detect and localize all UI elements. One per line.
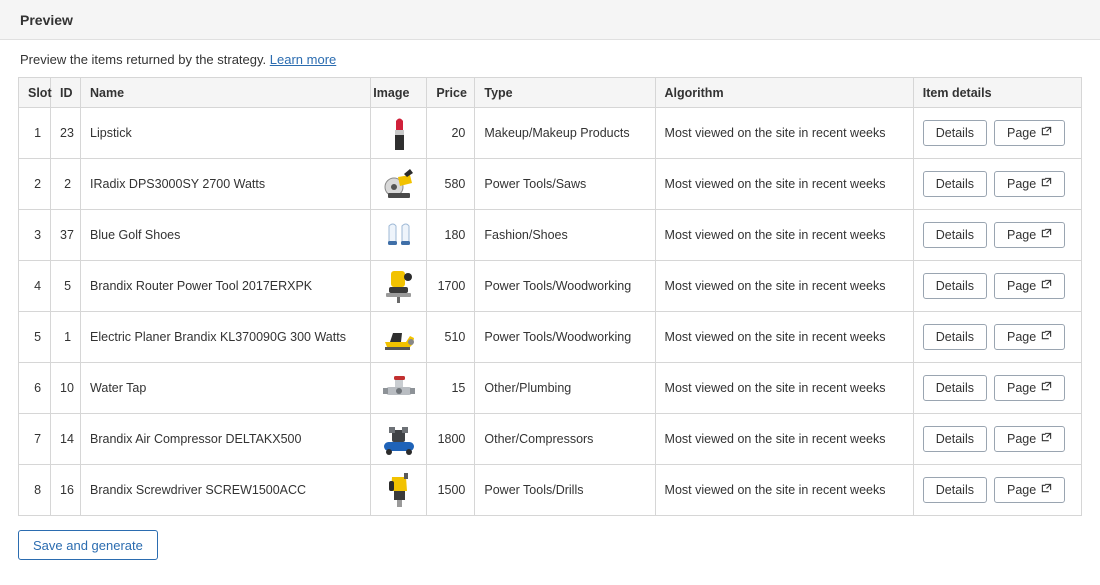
external-link-icon [1041, 432, 1052, 446]
page-button[interactable] [994, 324, 1065, 350]
cell-name: Blue Golf Shoes [81, 210, 371, 261]
column-header-price: Price [427, 78, 475, 108]
page-button[interactable] [994, 477, 1065, 503]
cell-name: Lipstick [81, 108, 371, 159]
item-action-group [923, 171, 1072, 197]
cell-item-details [913, 210, 1081, 261]
item-action-group [923, 426, 1072, 452]
cell-algorithm: Most viewed on the site in recent weeks [655, 312, 913, 363]
cell-image [371, 159, 427, 210]
cell-price: 180 [427, 210, 475, 261]
cell-id: 37 [51, 210, 81, 261]
cell-price: 20 [427, 108, 475, 159]
external-link-icon [1041, 177, 1052, 191]
external-link-icon [1041, 330, 1052, 344]
cell-name: Brandix Air Compressor DELTAKX500 [81, 414, 371, 465]
cell-type: Other/Compressors [475, 414, 655, 465]
cell-algorithm: Most viewed on the site in recent weeks [655, 210, 913, 261]
external-link-icon [1041, 381, 1052, 395]
item-action-group [923, 324, 1072, 350]
cell-algorithm: Most viewed on the site in recent weeks [655, 414, 913, 465]
learn-more-link[interactable]: Learn more [269, 52, 337, 67]
cell-algorithm: Most viewed on the site in recent weeks [655, 465, 913, 516]
cell-price: 15 [427, 363, 475, 414]
page-button-label: Page [1006, 228, 1037, 242]
page-button[interactable] [994, 171, 1065, 197]
cell-type: Power Tools/Woodworking [475, 261, 655, 312]
table-row [19, 210, 1082, 261]
screwdriver-thumbnail [380, 469, 418, 512]
cell-algorithm: Most viewed on the site in recent weeks [655, 108, 913, 159]
page-button-label: Page [1006, 381, 1037, 395]
cell-algorithm: Most viewed on the site in recent weeks [655, 261, 913, 312]
page-button[interactable] [994, 222, 1065, 248]
circular-saw-thumbnail [380, 163, 418, 206]
save-and-generate-button[interactable]: Save and generate [18, 530, 158, 560]
table-row [19, 108, 1082, 159]
electric-planer-thumbnail [380, 316, 418, 359]
details-button[interactable]: Details [923, 222, 987, 248]
lipstick-thumbnail [380, 112, 418, 155]
cell-id: 16 [51, 465, 81, 516]
item-action-group [923, 375, 1072, 401]
preview-table-container [0, 77, 1100, 516]
cell-type: Makeup/Makeup Products [475, 108, 655, 159]
cell-item-details [913, 465, 1081, 516]
item-action-group [923, 477, 1072, 503]
description-text: Preview the items returned by the strategy. [20, 52, 267, 67]
cell-item-details [913, 261, 1081, 312]
cell-type: Power Tools/Woodworking [475, 312, 655, 363]
cell-slot: 4 [19, 261, 51, 312]
page-button-label: Page [1006, 483, 1037, 497]
page-button[interactable] [994, 273, 1065, 299]
cell-price: 510 [427, 312, 475, 363]
cell-image [371, 363, 427, 414]
cell-name: IRadix DPS3000SY 2700 Watts [81, 159, 371, 210]
details-button[interactable]: Details [923, 477, 987, 503]
panel-header [0, 0, 1100, 40]
cell-id: 10 [51, 363, 81, 414]
page-button-label: Page [1006, 432, 1037, 446]
cell-image [371, 261, 427, 312]
table-row [19, 414, 1082, 465]
table-row [19, 312, 1082, 363]
footer-actions [0, 516, 1100, 560]
table-row [19, 159, 1082, 210]
table-head [19, 78, 1082, 108]
cell-image [371, 414, 427, 465]
item-action-group [923, 273, 1072, 299]
cell-image [371, 312, 427, 363]
page-button[interactable] [994, 375, 1065, 401]
cell-id: 2 [51, 159, 81, 210]
cell-id: 23 [51, 108, 81, 159]
cell-slot: 7 [19, 414, 51, 465]
column-header-type: Type [475, 78, 655, 108]
cell-item-details [913, 159, 1081, 210]
page-button-label: Page [1006, 330, 1037, 344]
column-header-algorithm: Algorithm [655, 78, 913, 108]
cell-algorithm: Most viewed on the site in recent weeks [655, 159, 913, 210]
page-title: Preview [20, 11, 73, 28]
cell-image [371, 465, 427, 516]
item-action-group [923, 120, 1072, 146]
cell-price: 1500 [427, 465, 475, 516]
cell-slot: 5 [19, 312, 51, 363]
external-link-icon [1041, 126, 1052, 140]
page-button[interactable] [994, 120, 1065, 146]
cell-slot: 3 [19, 210, 51, 261]
details-button[interactable]: Details [923, 171, 987, 197]
page-button-label: Page [1006, 126, 1037, 140]
cell-id: 5 [51, 261, 81, 312]
external-link-icon [1041, 228, 1052, 242]
water-tap-thumbnail [380, 367, 418, 410]
cell-price: 1800 [427, 414, 475, 465]
cell-price: 580 [427, 159, 475, 210]
cell-slot: 2 [19, 159, 51, 210]
cell-slot: 1 [19, 108, 51, 159]
details-button[interactable]: Details [923, 375, 987, 401]
table-body [19, 108, 1082, 516]
cell-name: Brandix Screwdriver SCREW1500ACC [81, 465, 371, 516]
details-button[interactable]: Details [923, 426, 987, 452]
details-button[interactable]: Details [923, 120, 987, 146]
details-button[interactable]: Details [923, 273, 987, 299]
cell-item-details [913, 363, 1081, 414]
page-button[interactable] [994, 426, 1065, 452]
cell-type: Other/Plumbing [475, 363, 655, 414]
golf-shoes-thumbnail [380, 214, 418, 257]
cell-name: Electric Planer Brandix KL370090G 300 Watts [81, 312, 371, 363]
cell-id: 1 [51, 312, 81, 363]
cell-algorithm: Most viewed on the site in recent weeks [655, 363, 913, 414]
details-button[interactable]: Details [923, 324, 987, 350]
cell-slot: 8 [19, 465, 51, 516]
cell-type: Fashion/Shoes [475, 210, 655, 261]
table-row [19, 465, 1082, 516]
table-row [19, 261, 1082, 312]
router-tool-thumbnail [380, 265, 418, 308]
cell-item-details [913, 414, 1081, 465]
column-header-name: Name [81, 78, 371, 108]
cell-item-details [913, 312, 1081, 363]
preview-table [18, 77, 1082, 516]
cell-name: Brandix Router Power Tool 2017ERXPK [81, 261, 371, 312]
page-button-label: Page [1006, 279, 1037, 293]
cell-type: Power Tools/Drills [475, 465, 655, 516]
cell-image [371, 108, 427, 159]
cell-item-details [913, 108, 1081, 159]
cell-price: 1700 [427, 261, 475, 312]
external-link-icon [1041, 279, 1052, 293]
column-header-item-details: Item details [913, 78, 1081, 108]
table-header-row [19, 78, 1082, 108]
table-row [19, 363, 1082, 414]
column-header-image: Image [371, 78, 427, 108]
air-compressor-thumbnail [380, 418, 418, 461]
column-header-id: ID [51, 78, 81, 108]
column-header-slot: Slot [19, 78, 51, 108]
cell-name: Water Tap [81, 363, 371, 414]
cell-id: 14 [51, 414, 81, 465]
external-link-icon [1041, 483, 1052, 497]
preview-description [0, 40, 1100, 77]
cell-image [371, 210, 427, 261]
cell-type: Power Tools/Saws [475, 159, 655, 210]
cell-slot: 6 [19, 363, 51, 414]
page-button-label: Page [1006, 177, 1037, 191]
item-action-group [923, 222, 1072, 248]
